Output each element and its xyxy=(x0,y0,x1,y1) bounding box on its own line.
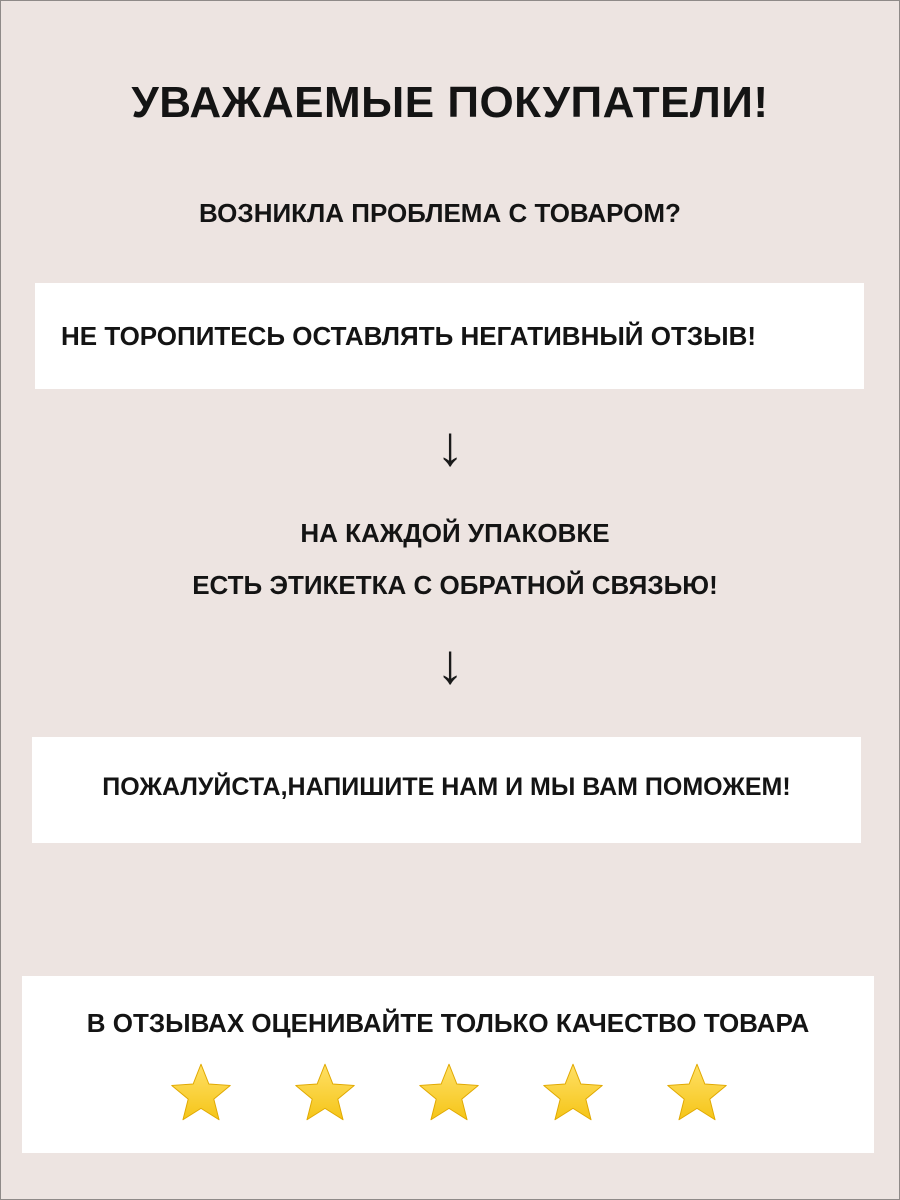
warning-panel xyxy=(35,283,864,389)
star-rating xyxy=(22,1061,874,1125)
star-icon xyxy=(293,1061,357,1125)
arrow-down-icon: ↓ xyxy=(436,414,464,477)
info-line-1: НА КАЖДОЙ УПАКОВКЕ xyxy=(300,518,610,548)
star-icon xyxy=(417,1061,481,1125)
info-line-2: ЕСТЬ ЭТИКЕТКА С ОБРАТНОЙ СВЯЗЬЮ! xyxy=(192,570,718,600)
rating-text: В ОТЗЫВАХ ОЦЕНИВАЙТЕ ТОЛЬКО КАЧЕСТВО ТОВАРА xyxy=(86,1008,810,1038)
contact-panel xyxy=(32,737,861,843)
star-icon xyxy=(665,1061,729,1125)
contact-text: ПОЖАЛУЙСТА,НАПИШИТЕ НАМ И МЫ ВАМ ПОМОЖЕМ! xyxy=(102,773,791,801)
star-icon xyxy=(541,1061,605,1125)
star-icon xyxy=(169,1061,233,1125)
rating-panel xyxy=(22,976,874,1153)
arrow-down-icon: ↓ xyxy=(436,632,464,695)
question-text: ВОЗНИКЛА ПРОБЛЕМА С ТОВАРОМ? xyxy=(199,198,681,228)
page-title: УВАЖАЕМЫЕ ПОКУПАТЕЛИ! xyxy=(131,78,769,127)
warning-text: НЕ ТОРОПИТЕСЬ ОСТАВЛЯТЬ НЕГАТИВНЫЙ ОТЗЫВ! xyxy=(61,321,757,351)
